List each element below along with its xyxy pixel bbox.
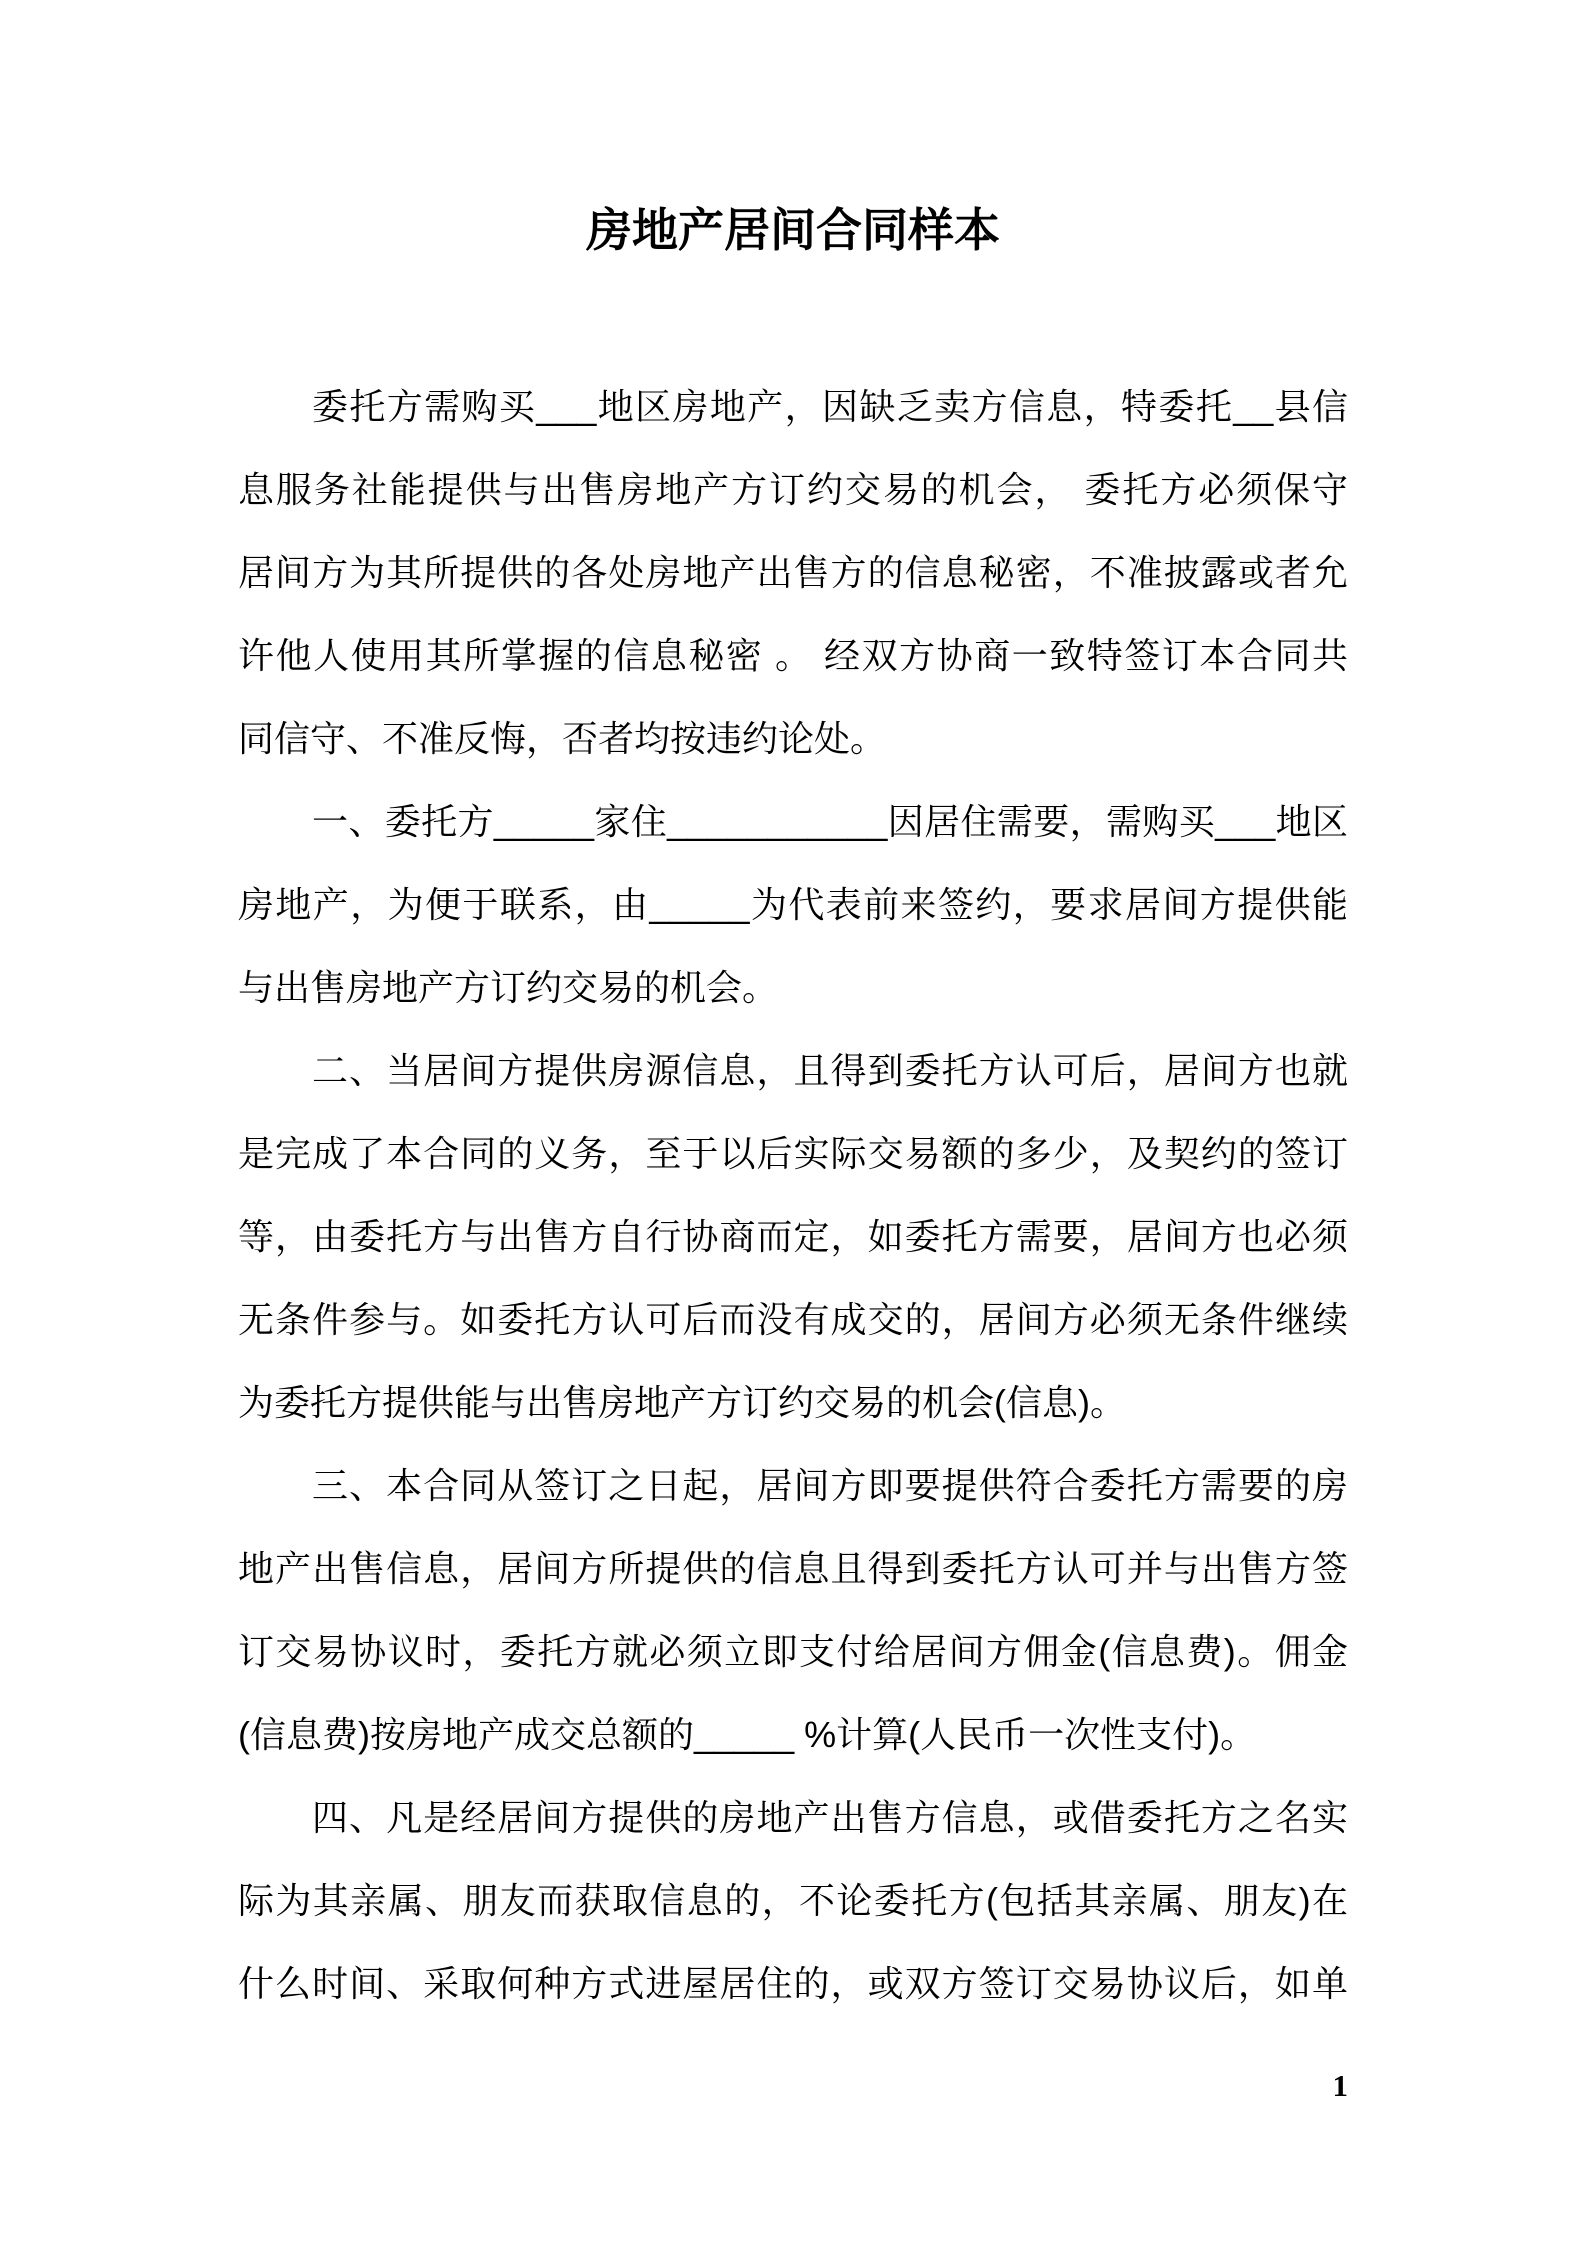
- paragraph-line: 房地产，为便于联系，由_____为代表前来签约，要求居间方提供能: [238, 884, 1348, 925]
- paragraph-line: 等，由委托方与出售方自行协商而定，如委托方需要，居间方也必须: [238, 1216, 1348, 1257]
- paragraph-line: 居间方为其所提供的各处房地产出售方的信息秘密，不准披露或者允: [238, 552, 1348, 593]
- page-number: 1: [1332, 2068, 1348, 2103]
- paragraph-line: 三、本合同从签订之日起，居间方即要提供符合委托方需要的房: [312, 1465, 1348, 1506]
- paragraph-line: 订交易协议时，委托方就必须立即支付给居间方佣金(信息费)。佣金: [238, 1631, 1348, 1672]
- paragraph-line: 一、委托方_____家住___________因居住需要，需购买___地区: [312, 801, 1348, 842]
- document-title: 房地产居间合同样本: [586, 204, 1000, 256]
- document-body: [238, 365, 1348, 2025]
- paragraph-line: (信息费)按房地产成交总额的_____ %计算(人民币一次性支付)。: [238, 1714, 1257, 1755]
- paragraph-line: 息服务社能提供与出售房地产方订约交易的机会， 委托方必须保守: [238, 469, 1348, 510]
- paragraph-line: 委托方需购买___地区房地产，因缺乏卖方信息，特委托__县信: [312, 386, 1348, 427]
- paragraph-line: 为委托方提供能与出售房地产方订约交易的机会(信息)。: [238, 1382, 1126, 1423]
- paragraph-line: 四、凡是经居间方提供的房地产出售方信息，或借委托方之名实: [312, 1797, 1348, 1838]
- paragraph-line: 同信守、不准反悔，否者均按违约论处。: [238, 718, 887, 759]
- paragraph-line: 二、当居间方提供房源信息，且得到委托方认可后，居间方也就: [312, 1050, 1348, 1091]
- paragraph-line: 地产出售信息，居间方所提供的信息且得到委托方认可并与出售方签: [238, 1548, 1348, 1589]
- paragraph-line: 与出售房地产方订约交易的机会。: [238, 967, 779, 1008]
- paragraph-line: 际为其亲属、朋友而获取信息的，不论委托方(包括其亲属、朋友)在: [238, 1880, 1348, 1921]
- paragraph-line: 是完成了本合同的义务，至于以后实际交易额的多少，及契约的签订: [238, 1133, 1348, 1174]
- paragraph-line: 什么时间、采取何种方式进屋居住的，或双方签订交易协议后，如单: [238, 1963, 1348, 2004]
- paragraph-line: 许他人使用其所掌握的信息秘密 。 经双方协商一致特签订本合同共: [238, 635, 1348, 676]
- paragraph-line: 无条件参与。如委托方认可后而没有成交的，居间方必须无条件继续: [238, 1299, 1348, 1340]
